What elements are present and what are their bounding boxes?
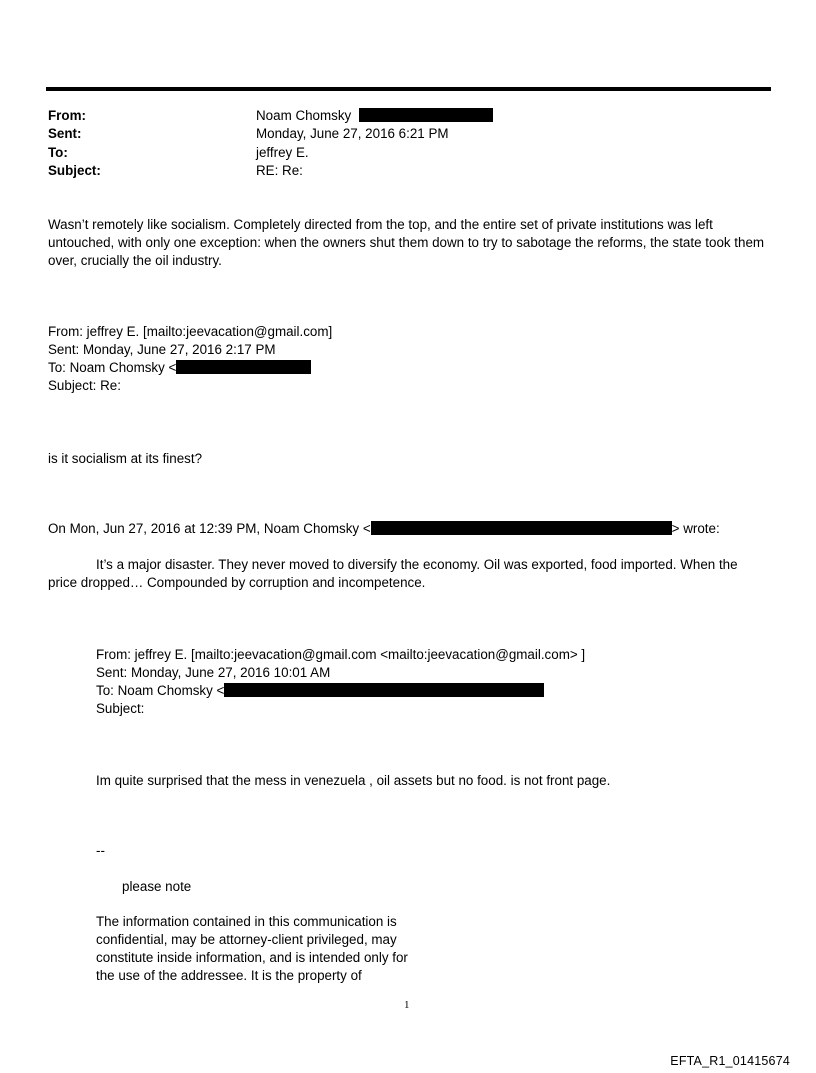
from-value: Noam Chomsky [256,107,493,125]
sent-value: Monday, June 27, 2016 6:21 PM [256,126,449,141]
quoted-1-from: From: jeffrey E. [mailto:jeevacation@gmail.com] [48,324,333,339]
page-number: 1 [404,999,410,1011]
document-id: EFTA_R1_01415674 [670,1054,790,1068]
quoted-2-attribution: On Mon, Jun 27, 2016 at 12:39 PM, Noam Chomsky < > wrote: [48,521,720,536]
quoted-3-to: To: Noam Chomsky < [96,682,544,700]
confidentiality-notice: The information contained in this communication is confidential, may be attorney-client privileged, may constitute inside information, and is intended only for the use of the addressee. It is the property of [96,914,408,983]
to-value: jeffrey E. [256,145,309,160]
sent-label: Sent: [48,126,82,141]
quoted-1-subject: Subject: Re: [48,378,121,393]
redaction-box [359,108,493,122]
redaction-box [176,360,311,374]
redaction-box [371,521,672,535]
please-note: please note [122,879,192,894]
quoted-1-text: is it socialism at its finest? [48,451,203,466]
quoted-2-text: It’s a major disaster. They never moved to diversify the economy. Oil was exported, food imported. When the price dropped… Compounded by corruption and incompetence. [48,557,738,590]
subject-label: Subject: [48,163,101,178]
quoted-1-to: To: Noam Chomsky < [48,359,311,377]
to-label: To: [48,145,68,160]
reply-body: Wasn’t remotely like socialism. Completely directed from the top, and the entire set of private institutions was left untouched, with only one exception: when the owners shut them down to try to sabotage the reforms, the state took them over, crucially the oil industry. [48,217,765,268]
header-rule [46,87,771,91]
quoted-3-sent: Sent: Monday, June 27, 2016 10:01 AM [96,665,331,680]
from-label: From: [48,108,86,123]
quoted-3-text: Im quite surprised that the mess in venezuela , oil assets but no food. is not front page. [96,773,611,788]
quoted-3-subject: Subject: [96,701,145,716]
quoted-3-from: From: jeffrey E. [mailto:jeevacation@gmail.com <mailto:jeevacation@gmail.com> ] [96,647,586,662]
signature-dash: -- [96,843,105,858]
redaction-box [224,683,544,697]
quoted-1-sent: Sent: Monday, June 27, 2016 2:17 PM [48,342,276,357]
subject-value: RE: Re: [256,163,303,178]
